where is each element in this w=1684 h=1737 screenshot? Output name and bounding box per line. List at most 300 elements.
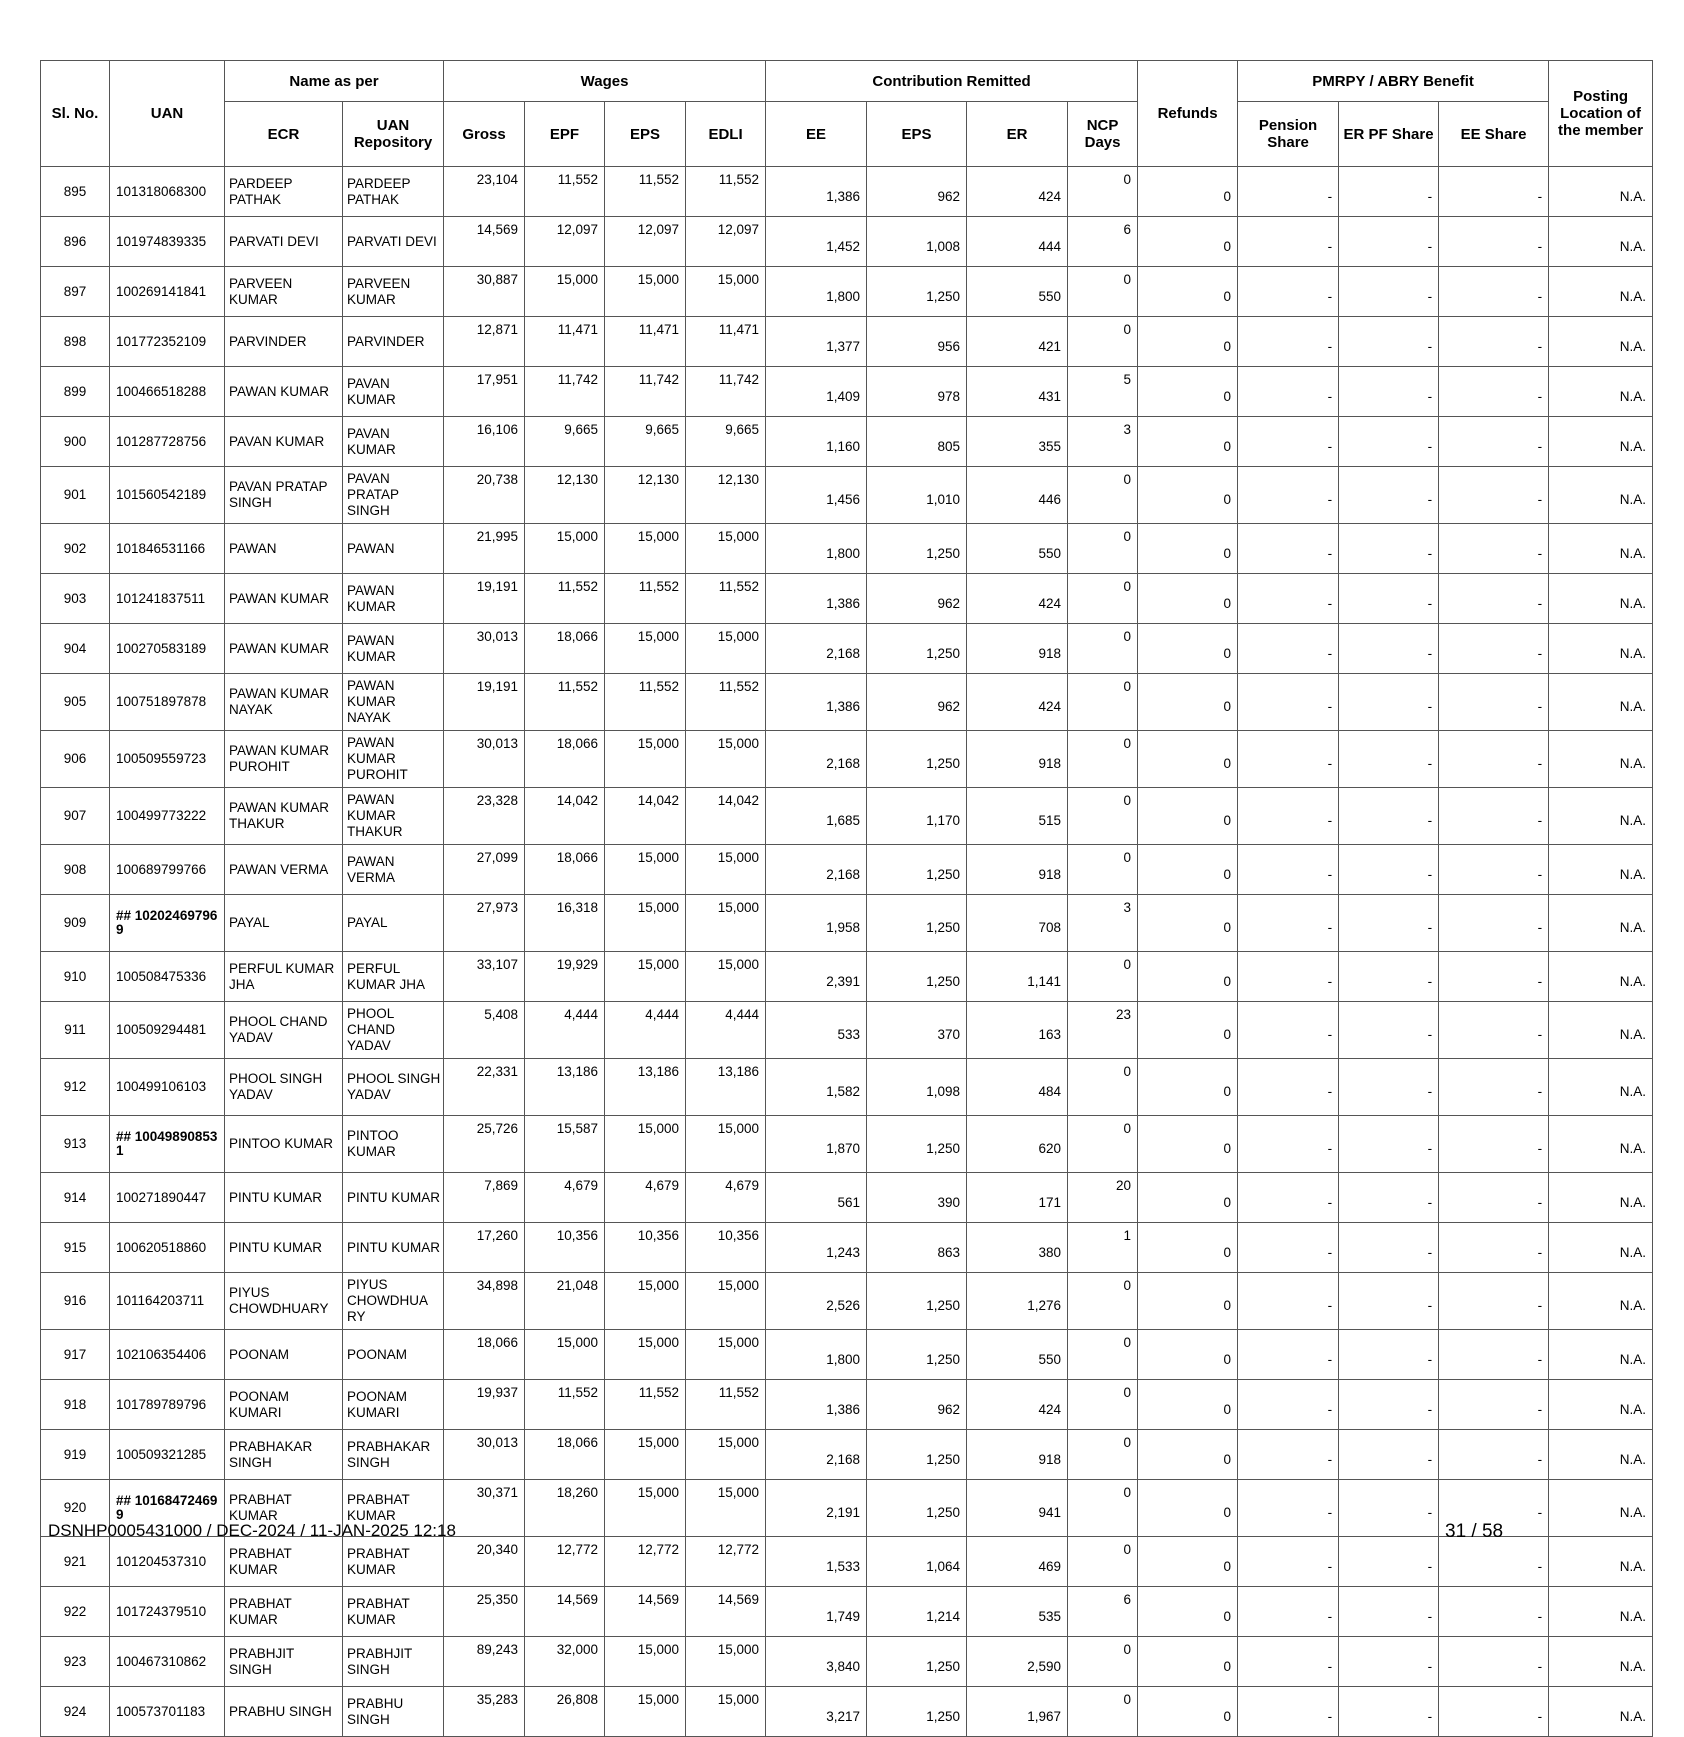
table-row	[41, 731, 1653, 788]
cell-refunds: 0	[1138, 574, 1238, 624]
cell-posting-location: N.A.	[1549, 574, 1653, 624]
cell-uan: 100509294481	[110, 1002, 225, 1059]
cell-sl-no: 907	[41, 788, 110, 845]
cell-ee: 561	[766, 1173, 867, 1223]
cell-gross: 30,013	[444, 731, 525, 788]
cell-ncp-days: 0	[1068, 1059, 1138, 1116]
cell-ee-share: -	[1439, 1330, 1549, 1380]
cell-ecr-name: PAWAN	[225, 524, 343, 574]
cell-epf: 14,569	[525, 1587, 605, 1637]
cell-contrib-eps: 1,250	[867, 1116, 967, 1173]
cell-er-pf-share: -	[1339, 367, 1439, 417]
cell-ee-share: -	[1439, 1223, 1549, 1273]
cell-posting-location: N.A.	[1549, 845, 1653, 895]
cell-pension-share: -	[1238, 1380, 1339, 1430]
cell-eps: 10,356	[605, 1223, 686, 1273]
cell-er-pf-share: -	[1339, 845, 1439, 895]
cell-ee: 1,800	[766, 1330, 867, 1380]
cell-gross: 30,013	[444, 1430, 525, 1480]
cell-gross: 30,371	[444, 1480, 525, 1537]
cell-uan: 101204537310	[110, 1537, 225, 1587]
cell-contrib-eps: 1,214	[867, 1587, 967, 1637]
cell-ee: 1,800	[766, 267, 867, 317]
cell-refunds: 0	[1138, 367, 1238, 417]
table-row	[41, 624, 1653, 674]
cell-refunds: 0	[1138, 1173, 1238, 1223]
cell-refunds: 0	[1138, 845, 1238, 895]
document-reference: DSNHP0005431000 / DEC-2024 / 11-JAN-2025 12:18	[48, 1521, 456, 1540]
cell-contrib-eps: 1,250	[867, 952, 967, 1002]
cell-uan: 101846531166	[110, 524, 225, 574]
cell-sl-no: 897	[41, 267, 110, 317]
cell-ee-share: -	[1439, 367, 1549, 417]
cell-er-pf-share: -	[1339, 1173, 1439, 1223]
cell-uan: 101789789796	[110, 1380, 225, 1430]
cell-er: 1,141	[967, 952, 1068, 1002]
cell-ee-share: -	[1439, 167, 1549, 217]
cell-ee: 2,391	[766, 952, 867, 1002]
cell-uan: 100751897878	[110, 674, 225, 731]
table-row	[41, 1116, 1653, 1173]
cell-posting-location: N.A.	[1549, 1480, 1653, 1537]
cell-ecr-name: POONAM KUMARI	[225, 1380, 343, 1430]
cell-ee: 1,456	[766, 467, 867, 524]
cell-uan-repository-name: PARDEEP PATHAK	[343, 167, 444, 217]
cell-uan-repository-name: PAWAN KUMAR NAYAK	[343, 674, 444, 731]
cell-ee-share: -	[1439, 1587, 1549, 1637]
cell-posting-location: N.A.	[1549, 1002, 1653, 1059]
cell-edli: 15,000	[686, 1273, 766, 1330]
cell-uan: ## 10049890853 1	[110, 1116, 225, 1173]
cell-edli: 15,000	[686, 267, 766, 317]
cell-gross: 22,331	[444, 1059, 525, 1116]
table-row	[41, 1537, 1653, 1587]
cell-uan-repository-name: PRABHAKAR SINGH	[343, 1430, 444, 1480]
cell-contrib-eps: 1,064	[867, 1537, 967, 1587]
cell-eps: 15,000	[605, 952, 686, 1002]
cell-er-pf-share: -	[1339, 788, 1439, 845]
cell-refunds: 0	[1138, 1537, 1238, 1587]
cell-sl-no: 903	[41, 574, 110, 624]
cell-refunds: 0	[1138, 1273, 1238, 1330]
cell-er: 444	[967, 217, 1068, 267]
header-epf: EPF	[525, 102, 605, 167]
cell-gross: 25,350	[444, 1587, 525, 1637]
cell-eps: 12,772	[605, 1537, 686, 1587]
cell-sl-no: 910	[41, 952, 110, 1002]
table-row	[41, 367, 1653, 417]
cell-ee: 2,526	[766, 1273, 867, 1330]
cell-sl-no: 911	[41, 1002, 110, 1059]
cell-er-pf-share: -	[1339, 267, 1439, 317]
cell-contrib-eps: 978	[867, 367, 967, 417]
cell-gross: 34,898	[444, 1273, 525, 1330]
cell-edli: 13,186	[686, 1059, 766, 1116]
cell-ecr-name: PAWAN KUMAR NAYAK	[225, 674, 343, 731]
cell-refunds: 0	[1138, 1380, 1238, 1430]
cell-eps: 14,042	[605, 788, 686, 845]
cell-er-pf-share: -	[1339, 317, 1439, 367]
cell-epf: 11,552	[525, 1380, 605, 1430]
cell-sl-no: 899	[41, 367, 110, 417]
cell-contrib-eps: 1,250	[867, 1687, 967, 1737]
cell-ee-share: -	[1439, 417, 1549, 467]
cell-pension-share: -	[1238, 574, 1339, 624]
table-row	[41, 1059, 1653, 1116]
cell-refunds: 0	[1138, 1480, 1238, 1537]
cell-ee-share: -	[1439, 731, 1549, 788]
cell-sl-no: 915	[41, 1223, 110, 1273]
table-row	[41, 317, 1653, 367]
cell-ecr-name: PAWAN VERMA	[225, 845, 343, 895]
cell-refunds: 0	[1138, 624, 1238, 674]
cell-eps: 15,000	[605, 267, 686, 317]
cell-contrib-eps: 1,170	[867, 788, 967, 845]
cell-er-pf-share: -	[1339, 217, 1439, 267]
cell-edli: 10,356	[686, 1223, 766, 1273]
cell-posting-location: N.A.	[1549, 467, 1653, 524]
cell-eps: 12,097	[605, 217, 686, 267]
cell-er-pf-share: -	[1339, 1116, 1439, 1173]
cell-edli: 15,000	[686, 952, 766, 1002]
cell-er-pf-share: -	[1339, 524, 1439, 574]
cell-ee: 1,386	[766, 574, 867, 624]
table-row	[41, 267, 1653, 317]
cell-uan: 101287728756	[110, 417, 225, 467]
cell-pension-share: -	[1238, 317, 1339, 367]
cell-contrib-eps: 1,250	[867, 1273, 967, 1330]
cell-pension-share: -	[1238, 1687, 1339, 1737]
cell-uan-repository-name: PAWAN KUMAR	[343, 574, 444, 624]
cell-uan-repository-name: PARVATI DEVI	[343, 217, 444, 267]
header-sl-no: Sl. No.	[41, 61, 110, 167]
cell-edli: 4,444	[686, 1002, 766, 1059]
cell-ee-share: -	[1439, 1059, 1549, 1116]
cell-epf: 26,808	[525, 1687, 605, 1737]
cell-ee-share: -	[1439, 217, 1549, 267]
cell-ee: 1,386	[766, 1380, 867, 1430]
cell-posting-location: N.A.	[1549, 952, 1653, 1002]
cell-gross: 30,013	[444, 624, 525, 674]
cell-edli: 11,552	[686, 574, 766, 624]
cell-er-pf-share: -	[1339, 731, 1439, 788]
cell-ee-share: -	[1439, 1537, 1549, 1587]
cell-ee-share: -	[1439, 845, 1549, 895]
header-ecr: ECR	[225, 102, 343, 167]
cell-edli: 11,552	[686, 674, 766, 731]
cell-posting-location: N.A.	[1549, 1430, 1653, 1480]
cell-ee: 1,800	[766, 524, 867, 574]
cell-uan-repository-name: PAWAN KUMAR	[343, 624, 444, 674]
cell-gross: 20,340	[444, 1537, 525, 1587]
cell-epf: 12,130	[525, 467, 605, 524]
cell-uan: 100509559723	[110, 731, 225, 788]
cell-ncp-days: 0	[1068, 1116, 1138, 1173]
table-row	[41, 1430, 1653, 1480]
cell-pension-share: -	[1238, 417, 1339, 467]
cell-pension-share: -	[1238, 1002, 1339, 1059]
cell-ee: 2,168	[766, 731, 867, 788]
header-gross: Gross	[444, 102, 525, 167]
cell-ncp-days: 0	[1068, 524, 1138, 574]
table-row	[41, 524, 1653, 574]
table-row	[41, 167, 1653, 217]
cell-refunds: 0	[1138, 1116, 1238, 1173]
cell-contrib-eps: 1,250	[867, 1430, 967, 1480]
cell-ecr-name: PRABHU SINGH	[225, 1687, 343, 1737]
cell-eps: 15,000	[605, 624, 686, 674]
cell-edli: 12,130	[686, 467, 766, 524]
cell-ee-share: -	[1439, 1380, 1549, 1430]
cell-ecr-name: PARDEEP PATHAK	[225, 167, 343, 217]
cell-posting-location: N.A.	[1549, 167, 1653, 217]
cell-er-pf-share: -	[1339, 1273, 1439, 1330]
cell-edli: 15,000	[686, 895, 766, 952]
cell-pension-share: -	[1238, 788, 1339, 845]
cell-uan-repository-name: PAWAN	[343, 524, 444, 574]
cell-epf: 11,552	[525, 674, 605, 731]
cell-gross: 5,408	[444, 1002, 525, 1059]
cell-refunds: 0	[1138, 1059, 1238, 1116]
cell-ecr-name: PHOOL SINGH YADAV	[225, 1059, 343, 1116]
cell-ee: 1,452	[766, 217, 867, 267]
cell-refunds: 0	[1138, 1330, 1238, 1380]
cell-epf: 4,444	[525, 1002, 605, 1059]
cell-ee-share: -	[1439, 1637, 1549, 1687]
cell-pension-share: -	[1238, 267, 1339, 317]
cell-uan: 101560542189	[110, 467, 225, 524]
cell-uan: 101241837511	[110, 574, 225, 624]
cell-contrib-eps: 1,250	[867, 845, 967, 895]
table-row	[41, 788, 1653, 845]
table-row	[41, 417, 1653, 467]
cell-ncp-days: 0	[1068, 674, 1138, 731]
cell-uan-repository-name: PAWAN KUMAR PUROHIT	[343, 731, 444, 788]
cell-ee: 533	[766, 1002, 867, 1059]
table-row	[41, 1587, 1653, 1637]
cell-pension-share: -	[1238, 731, 1339, 788]
cell-er: 1,967	[967, 1687, 1068, 1737]
cell-sl-no: 923	[41, 1637, 110, 1687]
cell-uan: 100270583189	[110, 624, 225, 674]
cell-posting-location: N.A.	[1549, 1330, 1653, 1380]
cell-ecr-name: PRABHAT KUMAR	[225, 1537, 343, 1587]
cell-ee: 3,840	[766, 1637, 867, 1687]
cell-eps: 11,471	[605, 317, 686, 367]
cell-ee: 1,685	[766, 788, 867, 845]
table-row	[41, 845, 1653, 895]
cell-pension-share: -	[1238, 624, 1339, 674]
cell-contrib-eps: 1,008	[867, 217, 967, 267]
cell-ee-share: -	[1439, 524, 1549, 574]
cell-edli: 15,000	[686, 524, 766, 574]
cell-edli: 15,000	[686, 624, 766, 674]
cell-ee-share: -	[1439, 624, 1549, 674]
cell-eps: 15,000	[605, 895, 686, 952]
cell-ee: 1,386	[766, 167, 867, 217]
cell-ecr-name: PINTU KUMAR	[225, 1223, 343, 1273]
cell-refunds: 0	[1138, 267, 1238, 317]
cell-ecr-name: PAWAN KUMAR PUROHIT	[225, 731, 343, 788]
cell-sl-no: 912	[41, 1059, 110, 1116]
cell-uan: 100689799766	[110, 845, 225, 895]
cell-ecr-name: PRABHAT KUMAR	[225, 1480, 343, 1537]
header-ee: EE	[766, 102, 867, 167]
cell-refunds: 0	[1138, 217, 1238, 267]
table-row	[41, 574, 1653, 624]
table-row	[41, 1173, 1653, 1223]
cell-ee: 2,168	[766, 624, 867, 674]
cell-uan-repository-name: PAVAN PRATAP SINGH	[343, 467, 444, 524]
cell-ncp-days: 0	[1068, 731, 1138, 788]
cell-uan: 100508475336	[110, 952, 225, 1002]
cell-gross: 35,283	[444, 1687, 525, 1737]
cell-ecr-name: PAWAN KUMAR	[225, 624, 343, 674]
cell-eps: 13,186	[605, 1059, 686, 1116]
cell-pension-share: -	[1238, 1223, 1339, 1273]
cell-eps: 4,444	[605, 1002, 686, 1059]
cell-er: 424	[967, 674, 1068, 731]
cell-er-pf-share: -	[1339, 1430, 1439, 1480]
cell-er-pf-share: -	[1339, 1687, 1439, 1737]
cell-er-pf-share: -	[1339, 1380, 1439, 1430]
cell-refunds: 0	[1138, 731, 1238, 788]
cell-pension-share: -	[1238, 167, 1339, 217]
table-row	[41, 467, 1653, 524]
cell-ecr-name: PRABHAT KUMAR	[225, 1587, 343, 1637]
cell-ecr-name: PINTOO KUMAR	[225, 1116, 343, 1173]
cell-er-pf-share: -	[1339, 417, 1439, 467]
cell-epf: 15,000	[525, 524, 605, 574]
cell-pension-share: -	[1238, 1637, 1339, 1687]
cell-epf: 11,552	[525, 167, 605, 217]
cell-edli: 12,772	[686, 1537, 766, 1587]
cell-edli: 15,000	[686, 731, 766, 788]
cell-ee: 2,168	[766, 1430, 867, 1480]
cell-er: 2,590	[967, 1637, 1068, 1687]
cell-epf: 11,471	[525, 317, 605, 367]
cell-sl-no: 895	[41, 167, 110, 217]
cell-gross: 7,869	[444, 1173, 525, 1223]
cell-ecr-name: PAYAL	[225, 895, 343, 952]
cell-ncp-days: 0	[1068, 1480, 1138, 1537]
cell-uan-repository-name: PAWAN VERMA	[343, 845, 444, 895]
cell-ee: 3,217	[766, 1687, 867, 1737]
cell-contrib-eps: 370	[867, 1002, 967, 1059]
cell-ee: 1,870	[766, 1116, 867, 1173]
cell-pension-share: -	[1238, 1480, 1339, 1537]
cell-eps: 15,000	[605, 1273, 686, 1330]
cell-eps: 15,000	[605, 524, 686, 574]
cell-uan: 100499106103	[110, 1059, 225, 1116]
cell-ee: 1,386	[766, 674, 867, 731]
cell-er: 550	[967, 524, 1068, 574]
cell-eps: 15,000	[605, 1116, 686, 1173]
cell-uan: 101724379510	[110, 1587, 225, 1637]
cell-epf: 19,929	[525, 952, 605, 1002]
cell-uan: 100509321285	[110, 1430, 225, 1480]
cell-epf: 11,742	[525, 367, 605, 417]
cell-refunds: 0	[1138, 1687, 1238, 1737]
cell-epf: 32,000	[525, 1637, 605, 1687]
cell-ecr-name: PRABHJIT SINGH	[225, 1637, 343, 1687]
cell-posting-location: N.A.	[1549, 1273, 1653, 1330]
cell-er: 1,276	[967, 1273, 1068, 1330]
cell-ee-share: -	[1439, 1687, 1549, 1737]
cell-gross: 19,191	[444, 674, 525, 731]
cell-er: 918	[967, 1430, 1068, 1480]
cell-posting-location: N.A.	[1549, 267, 1653, 317]
cell-ncp-days: 0	[1068, 952, 1138, 1002]
cell-posting-location: N.A.	[1549, 1116, 1653, 1173]
cell-ncp-days: 0	[1068, 1537, 1138, 1587]
cell-edli: 15,000	[686, 1430, 766, 1480]
cell-epf: 15,000	[525, 1330, 605, 1380]
cell-contrib-eps: 1,250	[867, 524, 967, 574]
cell-er-pf-share: -	[1339, 952, 1439, 1002]
cell-er-pf-share: -	[1339, 1480, 1439, 1537]
cell-ee-share: -	[1439, 317, 1549, 367]
cell-epf: 11,552	[525, 574, 605, 624]
cell-ee-share: -	[1439, 267, 1549, 317]
cell-epf: 18,066	[525, 624, 605, 674]
cell-edli: 15,000	[686, 1480, 766, 1537]
cell-posting-location: N.A.	[1549, 1587, 1653, 1637]
table-header	[41, 61, 1653, 167]
cell-pension-share: -	[1238, 467, 1339, 524]
header-name-as-per: Name as per	[225, 61, 444, 102]
cell-ncp-days: 0	[1068, 1330, 1138, 1380]
cell-er-pf-share: -	[1339, 624, 1439, 674]
cell-edli: 14,569	[686, 1587, 766, 1637]
cell-ee: 1,409	[766, 367, 867, 417]
cell-pension-share: -	[1238, 524, 1339, 574]
cell-sl-no: 904	[41, 624, 110, 674]
cell-ncp-days: 0	[1068, 1687, 1138, 1737]
cell-refunds: 0	[1138, 467, 1238, 524]
cell-sl-no: 908	[41, 845, 110, 895]
cell-epf: 9,665	[525, 417, 605, 467]
cell-contrib-eps: 390	[867, 1173, 967, 1223]
cell-ee-share: -	[1439, 1002, 1549, 1059]
cell-pension-share: -	[1238, 367, 1339, 417]
header-er: ER	[967, 102, 1068, 167]
header-uan: UAN	[110, 61, 225, 167]
cell-ee: 2,168	[766, 845, 867, 895]
table-row	[41, 1002, 1653, 1059]
cell-gross: 23,104	[444, 167, 525, 217]
cell-posting-location: N.A.	[1549, 1059, 1653, 1116]
cell-ee: 1,160	[766, 417, 867, 467]
cell-posting-location: N.A.	[1549, 317, 1653, 367]
cell-uan: 102106354406	[110, 1330, 225, 1380]
cell-uan: 100499773222	[110, 788, 225, 845]
cell-contrib-eps: 1,250	[867, 624, 967, 674]
cell-sl-no: 918	[41, 1380, 110, 1430]
cell-posting-location: N.A.	[1549, 417, 1653, 467]
cell-ncp-days: 0	[1068, 788, 1138, 845]
cell-uan: ## 10202469796 9	[110, 895, 225, 952]
cell-sl-no: 902	[41, 524, 110, 574]
cell-er-pf-share: -	[1339, 574, 1439, 624]
cell-contrib-eps: 962	[867, 574, 967, 624]
cell-epf: 13,186	[525, 1059, 605, 1116]
cell-ecr-name: PERFUL KUMAR JHA	[225, 952, 343, 1002]
cell-sl-no: 914	[41, 1173, 110, 1223]
cell-er: 380	[967, 1223, 1068, 1273]
cell-ncp-days: 6	[1068, 1587, 1138, 1637]
cell-eps: 15,000	[605, 1330, 686, 1380]
